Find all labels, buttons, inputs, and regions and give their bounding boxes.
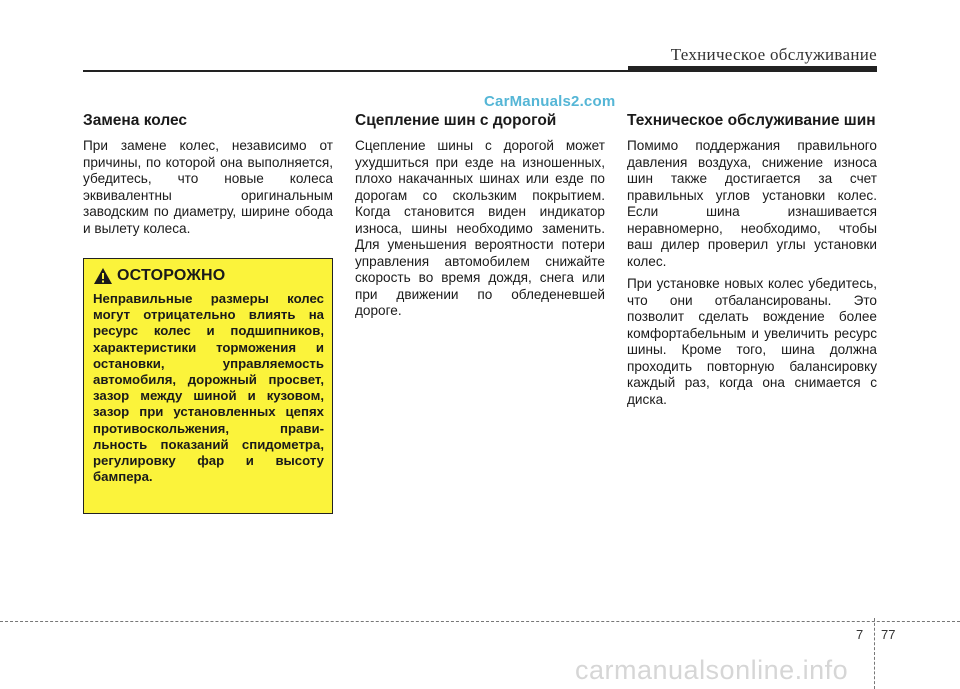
- header-title: Техническое обслуживание: [670, 45, 877, 64]
- page-number-separator: [874, 618, 875, 689]
- column-right: [627, 112, 877, 414]
- section-paragraph-tire-maintenance-2: При установке новых колес убедитесь, что они отбалансированы. Это позволит сделать вождение более комфортабельным и увеличить ресурс шины. Кроме того, шина должна проходить повторную балансировку каждый раз, когда она снимается с диска.: [627, 276, 877, 407]
- section-heading-traction: Сцепление шин с дорогой: [355, 112, 557, 129]
- section-heading-wheel-replacement: Замена колес: [83, 112, 188, 129]
- column-middle: [355, 112, 605, 326]
- warning-triangle-icon: [93, 267, 113, 285]
- section-paragraph-wheel-replacement: При замене колес, независимо от причины, по которой она выполняется, убедитесь, что новые колеса эквивалентны оригинальным заводским по диаметру, ширине обода и вылету колеса.: [83, 138, 333, 236]
- footer-rule: [0, 621, 960, 622]
- chapter-number: 7: [856, 627, 864, 642]
- column-left: [83, 112, 333, 243]
- warning-title: ОСТОРОЖНО: [117, 267, 226, 284]
- section-paragraph-tire-maintenance-1: Помимо поддержания правильного давления воздуха, снижение износа шин также достигается за счет правильных углов установки колес. Если шина изнашивается неравномерно, необходимо, чтобы ваш дилер проверил углы установки колес.: [627, 138, 877, 269]
- watermark-top: CarManuals2.com: [484, 93, 616, 110]
- section-paragraph-traction: Сцепление шины с дорогой может ухудшиться при езде на изношенных, плохо накачанных шинах или езде по дорогам со скользким покрытием. Когда становится виден индикатор износа, шины необходимо заменить. Для уменьшения вероятности потери управления автомобилем снижайте скорость во время дождя, снега или при движении по обледеневшей дороге.: [355, 138, 605, 318]
- warning-text: Неправильные размеры колес могут отрицательно влиять на ресурс колес и подшипников, характеристики торможения и остановки, управляемость автомобиля, дорожный просвет, зазор между шиной и кузовом, зазор при установленных цепях противоскольжения, правильность показаний спидометра, регулировку фар и высоту бампера.: [93, 291, 324, 485]
- warning-box: [83, 258, 333, 514]
- watermark-bottom: carmanualsonline.info: [575, 655, 849, 685]
- header-rule: [83, 70, 628, 72]
- warning-header: [93, 267, 324, 285]
- page-number: 77: [881, 627, 896, 642]
- section-heading-tire-maintenance: Техническое обслуживание шин: [627, 112, 876, 129]
- header-rule-accent: [628, 66, 877, 72]
